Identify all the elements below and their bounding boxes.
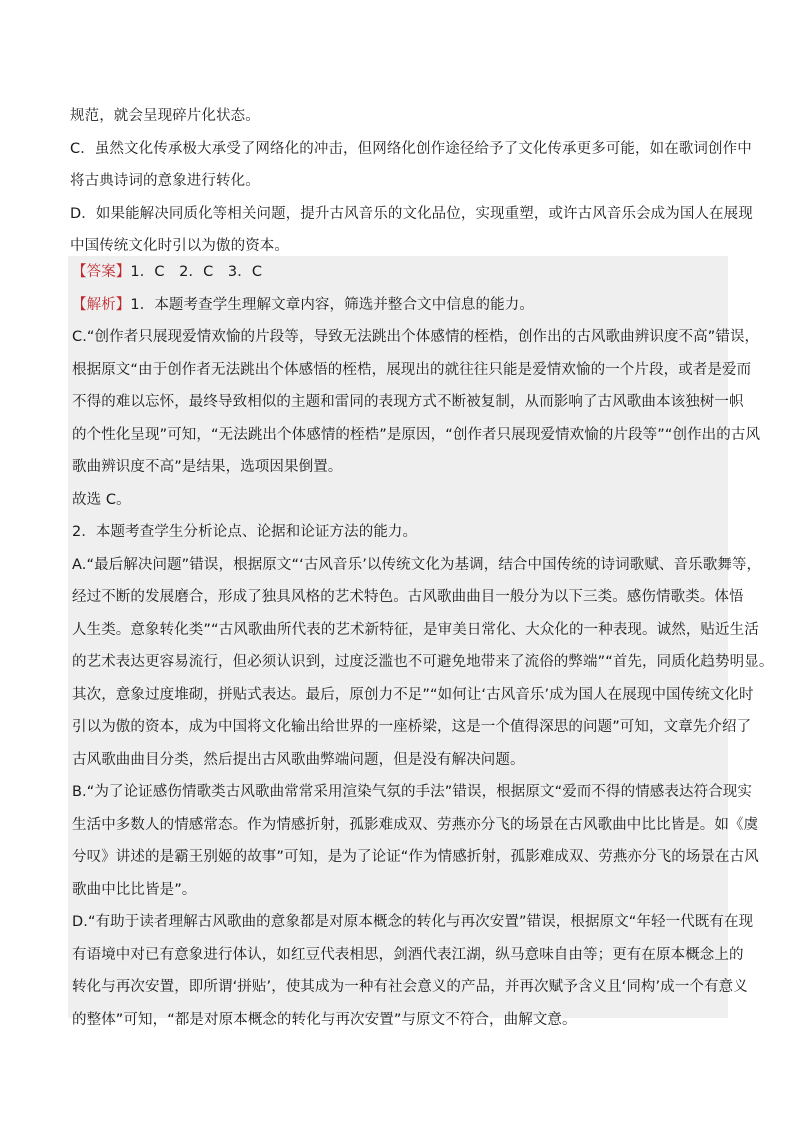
answer-line: [70, 256, 726, 289]
analysis-line: D.“有助于读者理解古风歌曲的意象都是对原本概念的转化与再次安置”错误，根据原文“年轻一代既有在现: [72, 914, 754, 930]
analysis-line: 不得的难以忘怀，最终导致相似的主题和雷同的表现方式不断被复制，从而影响了古风歌曲本该独树一帜: [72, 394, 744, 410]
analysis-line: 引以为傲的资本，成为中国将文化输出给世界的一座桥梁，这是一个值得深思的问题”可知，文章先介绍了: [72, 719, 752, 735]
answer-text: 1．C 2．C 3．C: [130, 264, 263, 280]
analysis-line: 有语境中对已有意象进行体认，如红豆代表相思，剑酒代表江湖，纵马意味自由等；更有在原本概念上的: [72, 946, 744, 963]
analysis-line: 的艺术表达更容易流行，但必须认识到，过度泛滥也不可避免地带来了流俗的弊端”“首先，同质化趋势明显。: [72, 654, 774, 670]
option-line: D．如果能解决同质化等相关问题，提升古风音乐的文化品位，实现重塑，或许古风音乐会成为国人在展现: [70, 205, 753, 222]
option-line: C．虽然文化传承极大承受了网络化的冲击，但网络化创作途径给予了文化传承更多可能，如在歌词创作中: [70, 140, 752, 157]
analysis-line: 歌曲辨识度不高”是结果，选项因果倒置。: [72, 459, 343, 475]
analysis-first-line: [70, 289, 726, 322]
analysis-line: C.“创作者只展现爱情欢愉的片段等，导致无法跳出个体感情的桎梏，创作出的古风歌曲辨识度不高”错误，: [72, 329, 760, 345]
analysis-line: 古风歌曲曲目分类，然后提出古风歌曲弊端问题，但是没有解决问题。: [72, 751, 525, 768]
answer-analysis-box: [68, 256, 774, 1028]
analysis-line: 其次，意象过度堆砌，拼贴式表达。最后，原创力不足”“如何让‘古风音乐’成为国人在展现中国传统文化时: [72, 686, 754, 703]
analysis-line: A.“最后解决问题”错误，根据原文“‘古风音乐’以传统文化为基调，结合中国传统的诗词歌赋、音乐歌舞等，: [72, 556, 762, 573]
analysis-line: 兮叹》讲述的是霸王别姬的故事”可知，是为了论证“作为情感折射，孤影难成双、劳燕亦分飞的场景在古风: [72, 849, 759, 865]
analysis-line: 的整体”可知，“都是对原本概念的转化与再次安置”与原文不符合，曲解文意。: [72, 1011, 577, 1028]
analysis-tag: 【解析】: [72, 296, 131, 313]
analysis-line: 根据原文“由于创作者无法跳出个体感悟的桎梏，展现出的就往往只能是爱情欢愉的一个片段，或者是爱而: [72, 361, 752, 378]
analysis-line: B.“为了论证感伤情歌类古风歌曲常常采用渲染气氛的手法”错误，根据原文“爱而不得的情感表达符合现实: [72, 784, 752, 800]
option-line: 中国传统文化时引以为傲的资本。: [70, 238, 289, 254]
analysis-line: 转化与再次安置，即所谓‘拼贴’，使其成为一种有社会意义的产品，并再次赋予含义且‘同构’成一个有意义: [72, 979, 748, 995]
analysis-line: 2．本题考查学生分析论点、论据和论证方法的能力。: [72, 524, 418, 540]
answer-tag: 【答案】: [72, 264, 131, 280]
analysis-line: 歌曲中比比皆是”。: [72, 881, 197, 898]
analysis-line: 故选 C。: [72, 491, 131, 508]
analysis-line: 人生类。意象转化类”“古风歌曲所代表的艺术新特征，是审美日常化、大众化的一种表现。诚然，贴近生活: [72, 621, 759, 638]
analysis-line: 生活中多数人的情感常态。作为情感折射，孤影难成双、劳燕亦分飞的场景在古风歌曲中比比皆是。如《虞: [72, 816, 759, 833]
analysis-line: 经过不断的发展磨合，形成了独具风格的艺术特色。古风歌曲曲目一般分为以下三类。感伤情歌类。体悟: [72, 589, 744, 605]
options-section: [70, 100, 753, 263]
analysis-first-text: 1．本题考查学生理解文章内容，筛选并整合文中信息的能力。: [130, 296, 534, 313]
analysis-line: 的个性化呈现”可知，“无法跳出个体感情的桎梏”是原因，“创作者只展现爱情欢愉的片段等”“创作出的古风: [72, 426, 761, 443]
option-line: 规范，就会呈现碎片化状态。: [70, 108, 260, 124]
option-line: 将古典诗词的意象进行转化。: [70, 173, 260, 189]
